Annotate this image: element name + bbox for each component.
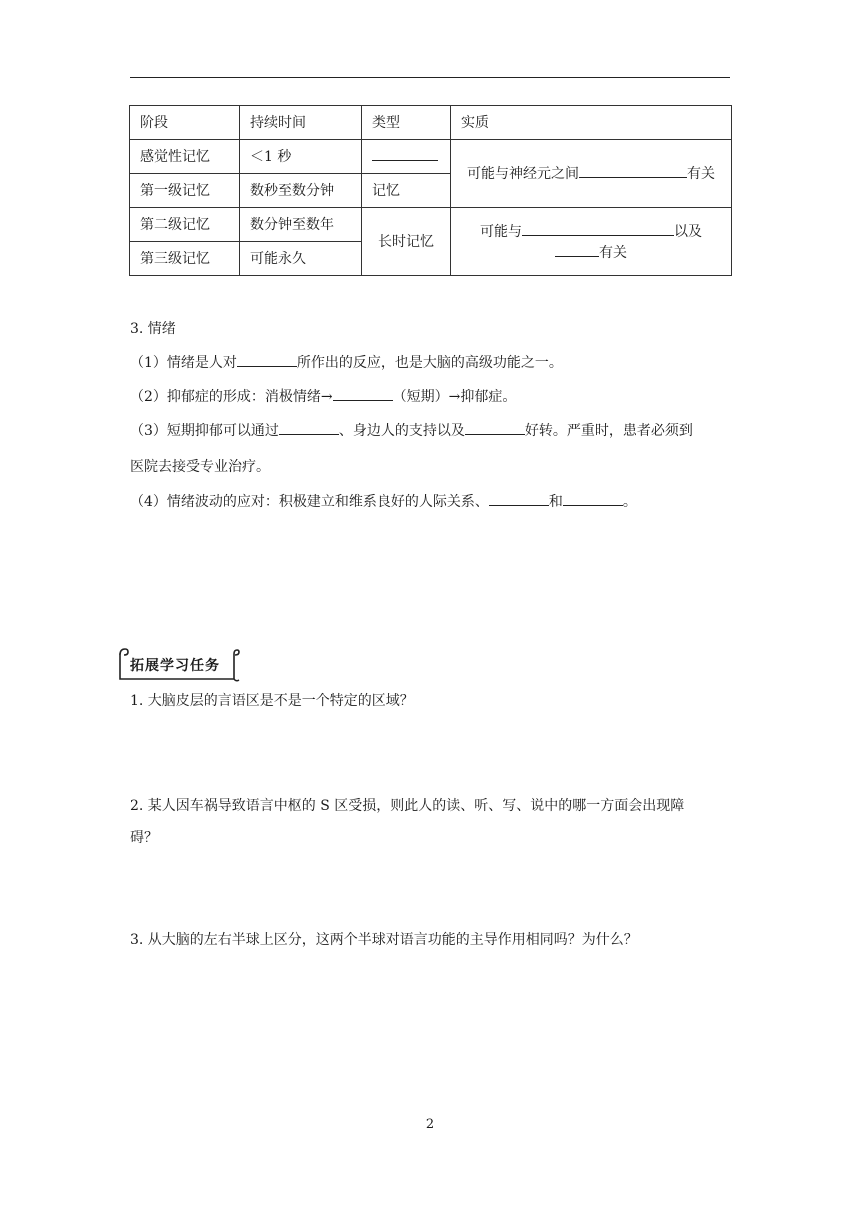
answer-blank <box>333 386 393 401</box>
text: 好转。严重时，患者必须到 <box>524 423 693 439</box>
answer-blank <box>555 242 599 257</box>
table-row <box>130 140 732 174</box>
essence-text: 有关 <box>687 166 715 182</box>
table-row <box>130 208 732 242</box>
text: （2）抑郁症的形成：消极情绪→ <box>130 389 333 405</box>
essence-text: 可能与神经元之间 <box>467 166 579 182</box>
text: （3）短期抑郁可以通过 <box>130 423 279 439</box>
text: 和 <box>548 494 563 510</box>
answer-blank <box>489 491 549 506</box>
essence-text: 有关 <box>599 244 627 261</box>
memory-table <box>129 105 732 276</box>
text: （1）情绪是人对 <box>130 355 237 371</box>
emotion-item-3 <box>130 420 693 440</box>
question-2-continued: 碍？ <box>130 830 158 846</box>
text: 。 <box>622 494 637 510</box>
answer-blank <box>465 420 525 435</box>
answer-blank <box>372 146 438 161</box>
question-1: 1. 大脑皮层的言语区是不是一个特定的区域？ <box>130 693 414 709</box>
emotion-item-2 <box>130 386 516 406</box>
answer-blank <box>522 221 674 236</box>
emotion-item-3-continued: 医院去接受专业治疗。 <box>130 459 270 475</box>
essence-short-cell <box>451 140 732 208</box>
header-rule <box>130 77 730 78</box>
type-blank-cell <box>362 140 451 174</box>
answer-blank <box>237 352 297 367</box>
section-banner <box>118 646 240 682</box>
table-header-row <box>130 106 732 140</box>
essence-long-cell <box>451 208 732 276</box>
type-cell: 长时记忆 <box>362 208 451 276</box>
duration-cell: 数秒至数分钟 <box>240 174 362 208</box>
emotion-item-4 <box>130 491 637 511</box>
essence-line-2 <box>461 242 721 263</box>
header-duration: 持续时间 <box>240 106 362 140</box>
essence-text: 以及 <box>674 223 702 240</box>
answer-blank <box>563 491 623 506</box>
text: 所作出的反应，也是大脑的高级功能之一。 <box>296 355 563 371</box>
stage-cell: 第二级记忆 <box>130 208 240 242</box>
type-cell: 记忆 <box>362 174 451 208</box>
page-number: 2 <box>425 1117 435 1132</box>
banner-title: 拓展学习任务 <box>130 658 220 674</box>
question-2: 2. 某人因车祸导致语言中枢的 S 区受损，则此人的读、听、写、说中的哪一方面会出现障 <box>130 798 685 814</box>
stage-cell: 第一级记忆 <box>130 174 240 208</box>
answer-blank <box>279 420 339 435</box>
stage-cell: 第三级记忆 <box>130 242 240 276</box>
duration-cell: 数分钟至数年 <box>240 208 362 242</box>
duration-cell: ＜1 秒 <box>240 140 362 174</box>
essence-line-1 <box>461 221 721 242</box>
section-title: 3. 情绪 <box>130 321 176 337</box>
question-3: 3. 从大脑的左右半球上区分，这两个半球对语言功能的主导作用相同吗？为什么？ <box>130 932 638 948</box>
duration-cell: 可能永久 <box>240 242 362 276</box>
header-type: 类型 <box>362 106 451 140</box>
emotion-item-1 <box>130 352 563 372</box>
text: （短期）→抑郁症。 <box>392 389 517 405</box>
header-essence: 实质 <box>451 106 732 140</box>
text: （4）情绪波动的应对：积极建立和维系良好的人际关系、 <box>130 494 489 510</box>
stage-cell: 感觉性记忆 <box>130 140 240 174</box>
essence-text: 可能与 <box>480 223 522 240</box>
header-stage: 阶段 <box>130 106 240 140</box>
text: 、身边人的支持以及 <box>338 423 465 439</box>
answer-blank <box>579 163 687 178</box>
